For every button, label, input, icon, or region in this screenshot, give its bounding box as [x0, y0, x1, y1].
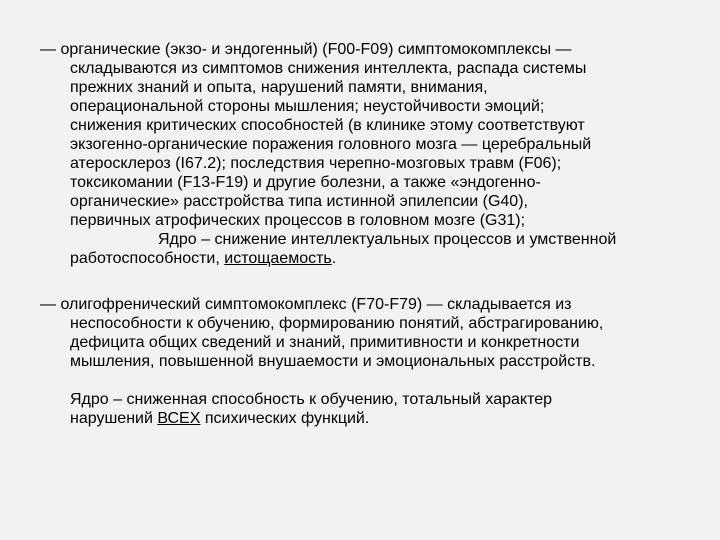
core-line: Ядро – снижение интеллектуальных процессов и умственной [158, 231, 617, 248]
text-line: мышления, повышенной внушаемости и эмоциональных расстройств. [70, 353, 596, 370]
oligophrenic-core-paragraph [40, 390, 552, 428]
core-line-continued [70, 249, 616, 268]
core-text-suffix: психических функций. [200, 410, 370, 427]
text-line: Ядро – сниженная способность к обучению, тотальный характер [70, 391, 553, 408]
period: . [331, 250, 337, 267]
text-line-continued [70, 409, 552, 428]
text-line: снижения критических способностей (в клинике этому соответствуют [70, 117, 585, 134]
text-line: прежних знаний и опыта, нарушений памяти, внимания, [70, 79, 488, 96]
core-text: работоспособности, [70, 250, 225, 267]
text-line: атеросклероз (I67.2); последствия черепно-мозговых травм (F06); [70, 155, 562, 172]
text-line: органические» расстройства типа истинной эпилепсии (G40), [70, 193, 528, 210]
core-text: нарушений [70, 410, 158, 427]
text-line: складываются из симптомов снижения интеллекта, распада системы [70, 60, 587, 77]
organic-syndrome-paragraph [40, 40, 616, 268]
text-line: операциональной стороны мышления; неустойчивости эмоций; [70, 98, 545, 115]
text-line: неспособности к обучению, формированию понятий, абстрагированию, [70, 315, 604, 332]
oligophrenic-syndrome-paragraph [40, 295, 603, 371]
underlined-term: ВСЕХ [157, 410, 201, 427]
underlined-term: истощаемость [224, 250, 332, 267]
text-line: экзогенно-органические поражения головного мозга — церебральный [70, 136, 592, 153]
text-line: токсикомании (F13-F19) и другие болезни, а также «эндогенно- [70, 174, 541, 191]
text-line: первичных атрофических процессов в головном мозге (G31); [70, 212, 526, 229]
text-line: — олигофренический симптомокомплекс (F70-F79) — складывается из [40, 296, 572, 313]
text-line: дефицита общих сведений и знаний, примитивности и конкретности [70, 334, 580, 351]
text-line: — органические (экзо- и эндогенный) (F00-F09) симптомокомплексы — [40, 41, 572, 58]
